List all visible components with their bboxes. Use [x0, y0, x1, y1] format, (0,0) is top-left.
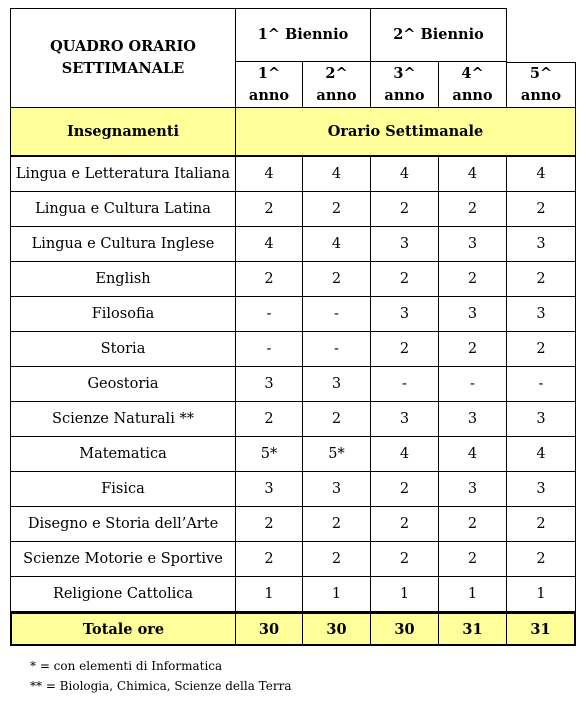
header-year-2: 2^ anno [303, 62, 371, 108]
subject-name: Lingua e Letteratura Italiana [10, 157, 236, 192]
hours-cell: 3 [507, 227, 576, 262]
footnotes [30, 656, 291, 696]
hours-cell: 2 [303, 402, 371, 437]
hours-cell: 2 [371, 262, 439, 297]
subject-name: Scienze Naturali ** [10, 402, 236, 437]
hours-cell: 3 [439, 297, 507, 332]
total-hours-cell: 31 [439, 612, 507, 646]
header-biennio-1: 1^ Biennio [236, 8, 371, 62]
hours-cell: 2 [439, 542, 507, 577]
header-biennio-2: 2^ Biennio [371, 8, 507, 62]
hours-cell: 3 [371, 297, 439, 332]
column-header-hours: Orario Settimanale [236, 108, 576, 157]
empty-corner [507, 8, 576, 62]
hours-cell: 1 [507, 577, 576, 612]
column-header-subjects: Insegnamenti [10, 108, 236, 157]
hours-cell: 2 [507, 542, 576, 577]
hours-cell: 4 [439, 157, 507, 192]
hours-cell: 4 [303, 227, 371, 262]
hours-cell: 4 [303, 157, 371, 192]
hours-cell: 3 [371, 227, 439, 262]
hours-cell: 2 [507, 332, 576, 367]
subject-name: Matematica [10, 437, 236, 472]
hours-cell: 4 [439, 437, 507, 472]
hours-cell: 2 [236, 507, 303, 542]
hours-cell: 4 [236, 157, 303, 192]
hours-cell: 5* [236, 437, 303, 472]
hours-cell: 2 [303, 262, 371, 297]
hours-cell: 3 [507, 472, 576, 507]
hours-cell: 1 [439, 577, 507, 612]
hours-cell: 2 [439, 192, 507, 227]
hours-cell: 3 [507, 402, 576, 437]
weekly-timetable-table [10, 8, 576, 648]
hours-cell: 2 [371, 542, 439, 577]
hours-cell: 2 [303, 542, 371, 577]
hours-cell: 2 [371, 472, 439, 507]
hours-cell: 3 [303, 367, 371, 402]
hours-cell: 4 [371, 157, 439, 192]
hours-cell: 2 [236, 542, 303, 577]
total-hours-cell: 30 [303, 612, 371, 646]
subject-name: Storia [10, 332, 236, 367]
hours-cell: 2 [371, 192, 439, 227]
header-year-4: 4^ anno [439, 62, 507, 108]
hours-cell: 2 [236, 192, 303, 227]
header-year-3: 3^ anno [371, 62, 439, 108]
subject-name: Lingua e Cultura Inglese [10, 227, 236, 262]
subject-name: Filosofia [10, 297, 236, 332]
hours-cell: 2 [507, 262, 576, 297]
hours-cell: - [303, 332, 371, 367]
hours-cell: 3 [371, 402, 439, 437]
header-year-1: 1^ anno [236, 62, 303, 108]
hours-cell: 4 [507, 157, 576, 192]
hours-cell: 2 [507, 192, 576, 227]
hours-cell: 2 [507, 507, 576, 542]
hours-cell: 2 [236, 402, 303, 437]
hours-cell: 3 [439, 227, 507, 262]
subject-name: Disegno e Storia dell’Arte [10, 507, 236, 542]
hours-cell: - [439, 367, 507, 402]
hours-cell: 3 [236, 472, 303, 507]
hours-cell: - [236, 297, 303, 332]
hours-cell: - [303, 297, 371, 332]
hours-cell: 1 [303, 577, 371, 612]
hours-cell: 2 [303, 192, 371, 227]
hours-cell: 3 [439, 402, 507, 437]
total-hours-cell: 30 [236, 612, 303, 646]
hours-cell: 2 [303, 507, 371, 542]
hours-cell: 2 [371, 507, 439, 542]
subject-name: Scienze Motorie e Sportive [10, 542, 236, 577]
hours-cell: 3 [439, 472, 507, 507]
hours-cell: 1 [236, 577, 303, 612]
hours-cell: 4 [371, 437, 439, 472]
hours-cell: 4 [507, 437, 576, 472]
hours-cell: 1 [371, 577, 439, 612]
footnote-informatica: * = con elementi di Informatica [30, 659, 223, 673]
total-label: Totale ore [10, 612, 236, 646]
hours-cell: 5* [303, 437, 371, 472]
subject-name: Fisica [10, 472, 236, 507]
hours-cell: 3 [303, 472, 371, 507]
subject-name: Lingua e Cultura Latina [10, 192, 236, 227]
total-hours-cell: 31 [507, 612, 576, 646]
hours-cell: 3 [507, 297, 576, 332]
subject-name: Geostoria [10, 367, 236, 402]
total-hours-cell: 30 [371, 612, 439, 646]
hours-cell: 2 [439, 332, 507, 367]
subject-name: English [10, 262, 236, 297]
hours-cell: 2 [371, 332, 439, 367]
header-year-5: 5^ anno [507, 62, 576, 108]
hours-cell: 3 [236, 367, 303, 402]
footnote-scienze: ** = Biologia, Chimica, Scienze della Terra [30, 679, 292, 693]
subject-name: Religione Cattolica [10, 577, 236, 612]
hours-cell: 4 [236, 227, 303, 262]
hours-cell: 2 [439, 507, 507, 542]
table-title: QUADRO ORARIO SETTIMANALE [10, 8, 236, 108]
hours-cell: - [507, 367, 576, 402]
hours-cell: - [371, 367, 439, 402]
hours-cell: - [236, 332, 303, 367]
hours-cell: 2 [236, 262, 303, 297]
hours-cell: 2 [439, 262, 507, 297]
